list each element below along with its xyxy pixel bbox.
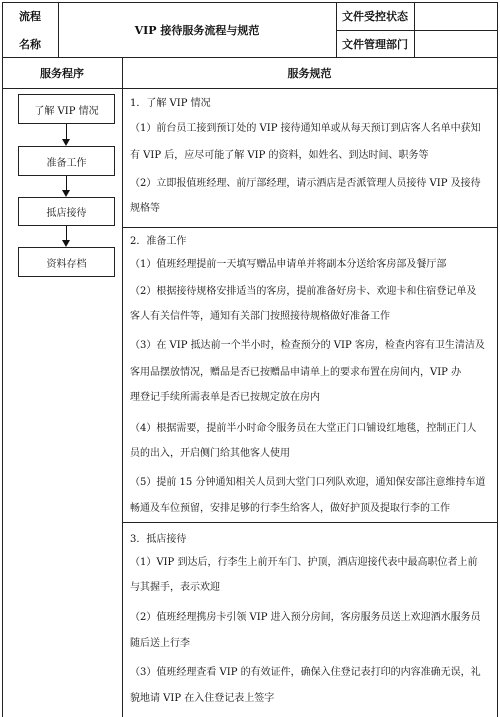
section-2-line: 员的出入，开启侧门给其他客人使用 [130, 448, 290, 459]
flow-step-2: 准备工作 [18, 146, 115, 176]
flow-step-1: 了解 VIP 情况 [18, 94, 115, 124]
section-2-line: （3）在 VIP 抵达前一个半小时，检查预分的 VIP 客房，检查内容有卫生清洁及 [130, 340, 485, 351]
column-header-standard: 服务规范 [287, 66, 332, 80]
section-3-line: 貌地请 VIP 在入住登记表上签字 [130, 693, 275, 704]
section-2-line: （2）根据接待规格安排适当的客房，提前准备好房卡、欢迎卡和住宿登记单及 [130, 286, 477, 297]
section-2-line: （5）提前 15 分钟通知相关人员到大堂门口列队欢迎，通知保安部注意维持车道 [130, 477, 486, 488]
section-title-1: 1．了解 VIP 情况 [130, 98, 211, 109]
section-1-line: 有 VIP 后，应尽可能了解 VIP 的资料，如姓名、到达时间、职务等 [130, 150, 429, 161]
section-3-line: 随后送上行李 [130, 638, 190, 649]
section-3-line: （1）VIP 到达后，行李生上前开车门、护顶，酒店迎接代表中最高职位者上前 [130, 557, 478, 568]
section-title-3: 3．抵店接待 [130, 534, 187, 545]
section-2-line: （4）根据需要，提前半小时命令服务员在大堂正门口铺设红地毯，控制正门人 [130, 423, 477, 434]
section-3-line: （2）值班经理携房卡引领 VIP 进入预分房间，客房服务员送上欢迎酒水服务员 [130, 612, 481, 623]
dept-label: 文件管理部门 [342, 37, 408, 51]
section-divider-1 [122, 227, 497, 228]
doc-status-value [414, 2, 497, 30]
document-title: VIP 接待服务流程与规范 [134, 23, 260, 37]
section-title-2: 2．准备工作 [130, 236, 187, 247]
flow-arrow-line-1 [66, 124, 67, 140]
process-name-label-line1: 流程 [19, 10, 41, 23]
doc-status-label: 文件受控状态 [342, 10, 408, 23]
flow-step-3: 抵店接待 [18, 197, 115, 226]
section-2-line: （1）值班经理提前一天填写赠品申请单并将副本分送给客房部及餐厅部 [130, 259, 447, 270]
section-2-line: 畅通及车位预留，安排足够的行李生给客人，做好护顶及提取行李的工作 [130, 503, 450, 514]
section-2-line: 理登记手续所需表单是否已按规定放在房内 [130, 392, 320, 403]
section-1-line: （2）立即报值班经理、前厅部经理，请示酒店是否派管理人员接待 VIP 及接待 [130, 178, 481, 189]
column-header-border-bottom [2, 88, 498, 89]
flow-step-4: 资料存档 [18, 247, 115, 277]
process-name-label-line2: 名称 [19, 37, 41, 51]
flow-arrow-line-2 [66, 176, 67, 191]
section-1-line: （1）前台员工接到预订处的 VIP 接待通知单或从每天预订到店客人名单中获知 [130, 123, 481, 134]
flow-arrow-head-3 [62, 240, 70, 247]
flow-arrow-head-2 [62, 190, 70, 197]
table-border-left [2, 2, 3, 717]
column-header-procedure: 服务程序 [40, 66, 84, 80]
column-divider [122, 57, 123, 717]
section-2-line: 客用品摆放情况，赠品是否已按赠品申请单上的要求布置在房间内，VIP 办 [130, 367, 462, 378]
section-3-line: 与其握手，表示欢迎 [130, 582, 220, 593]
section-3-line: （3）值班经理查看 VIP 的有效证件，确保入住登记表打印的内容准确无误，礼 [130, 667, 481, 678]
section-1-line: 规格等 [130, 203, 160, 214]
section-2-line: 客人有关信件等，通知有关部门按照接待规格做好准备工作 [130, 311, 390, 322]
flow-arrow-line-3 [66, 226, 67, 241]
section-divider-2 [122, 522, 497, 523]
dept-value [414, 30, 497, 57]
flow-arrow-head-1 [62, 139, 70, 146]
